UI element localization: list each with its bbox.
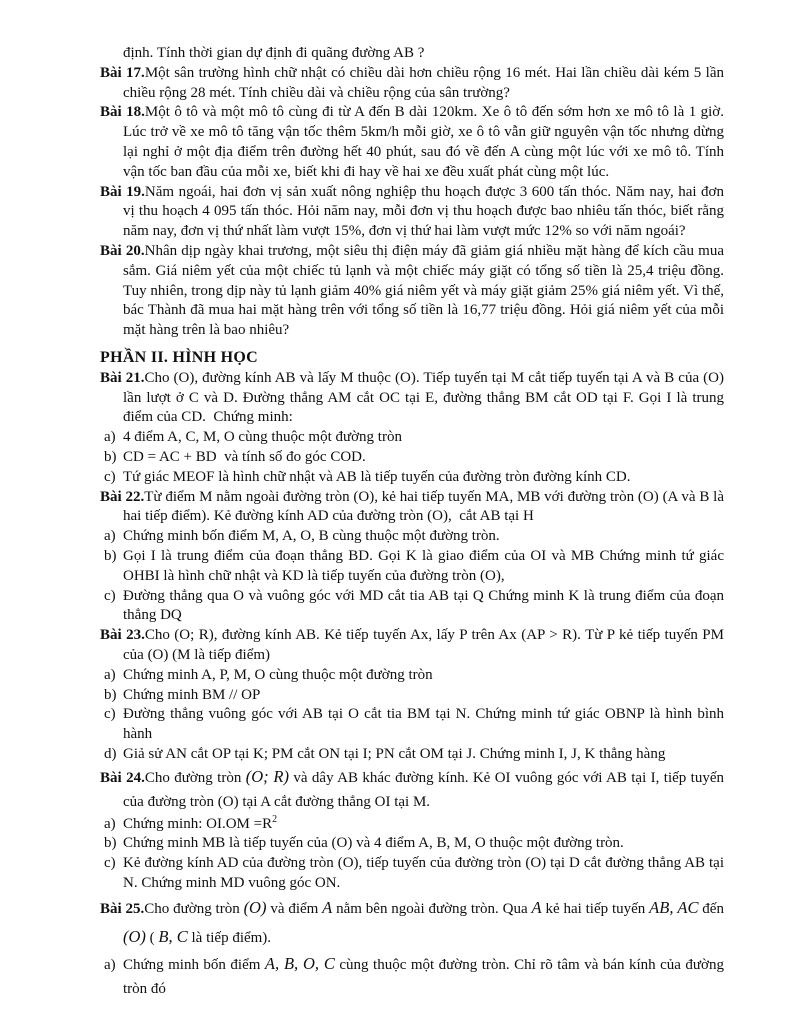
problem-24-item-c: [104, 854, 724, 894]
item-marker: a): [104, 528, 116, 545]
item-marker: a): [104, 815, 116, 832]
problem-20: Bài 20.Nhân dịp ngày khai trương, một siêu thị điện máy đã giảm giá nhiều mặt hàng để kích cầu mua sắm. Giá niêm yết của một chiếc tủ lạnh và một chiếc máy giặt có tổng số tiền là 25,4 triệu đồng. Tuy nhiên, trong dịp này tủ lạnh giảm 40% giá niêm yết và máy giặt giảm 25% giá niêm yết. Vì thế, bác Thành đã mua hai mặt hàng trên với tổng số tiền là 16,77 triệu đồng. Hỏi giá niêm yết của mỗi mặt hàng trên là bao nhiêu?: [100, 242, 724, 339]
section-heading-part2: PHẦN II. HÌNH HỌC: [100, 348, 258, 366]
item-text: Tứ giác MEOF là hình chữ nhật và AB là tiếp tuyến của đường tròn đường kính CD.: [123, 468, 631, 485]
problem-21-item-c: [104, 468, 724, 488]
problem-25: Bài 25.Cho đường tròn (O) và điểm A nằm bên ngoài đường tròn. Qua A kẻ hai tiếp tuyến AB, AC đến (O) ( B, C là tiếp điểm).: [100, 897, 724, 946]
item-marker: a): [104, 666, 116, 683]
item-text: Kẻ đường kính AD của đường tròn (O), tiếp tuyến của đường tròn (O) tại D cắt đường thẳng AB tại N. Chứng minh MD vuông góc ON.: [123, 855, 724, 892]
problem-25-item-a: [104, 952, 724, 1002]
worksheet-content: [100, 44, 724, 1002]
problem-22-item-b: [104, 547, 724, 587]
item-text: Chứng minh bốn điểm M, A, O, B cùng thuộc một đường tròn.: [123, 528, 500, 545]
item-marker: b): [104, 686, 117, 703]
problem-21-item-b: [104, 448, 724, 468]
problem-19: Bài 19.Năm ngoái, hai đơn vị sản xuất nông nghiệp thu hoạch được 3 600 tấn thóc. Năm nay, hai đơn vị thu hoạch 4 095 tấn thóc. Hỏi năm nay, mỗi đơn vị thu hoạch được bao nhiêu tấn thóc, biết rằng năm nay, đơn vị thứ nhất làm vượt 15%, đơn vị thứ hai làm vượt mức 12% so với năm ngoái?: [100, 183, 724, 240]
problem-21-item-a: [104, 428, 724, 448]
item-text: Đường thẳng qua O và vuông góc với MD cắt tia AB tại Q Chứng minh K là trung điểm của đoạn thẳng DQ: [123, 587, 724, 624]
item-marker: b): [104, 448, 117, 465]
problem-17: Bài 17.Một sân trường hình chữ nhật có chiều dài hơn chiều rộng 16 mét. Hai lần chiều dài kém 5 lần chiều rộng 28 mét. Tính chiều dài và chiều rộng của sân trường?: [100, 64, 724, 101]
item-text: CD = AC + BD và tính số đo góc COD.: [123, 448, 366, 465]
problem-23: Bài 23.Cho (O; R), đường kính AB. Kẻ tiếp tuyến Ax, lấy P trên Ax (AP > R). Từ P kẻ tiếp tuyến PM của (O) (M là tiếp điểm): [100, 627, 724, 663]
item-text: Giả sử AN cắt OP tại K; PM cắt ON tại I; PN cắt OM tại J. Chứng minh I, J, K thẳng hàng: [123, 745, 666, 762]
item-marker: a): [104, 956, 116, 973]
problem-23-item-a: [104, 666, 724, 686]
item-marker: c): [104, 587, 116, 604]
item-text: Chứng minh BM // OP: [123, 686, 261, 703]
item-marker: c): [104, 468, 116, 485]
item-marker: b): [104, 835, 117, 852]
item-marker: d): [104, 745, 117, 762]
item-text: Chứng minh bốn điểm A, B, O, C cùng thuộc một đường tròn. Chỉ rõ tâm và bán kính của đường tròn đó: [123, 953, 724, 998]
problem-22-item-a: [104, 527, 724, 547]
problem-22-item-c: [104, 587, 724, 627]
item-marker: c): [104, 706, 116, 723]
item-marker: b): [104, 547, 117, 564]
problem-23-item-c: [104, 705, 724, 745]
problem-23-item-d: [104, 745, 724, 765]
problem-22: Bài 22.Từ điểm M nằm ngoài đường tròn (O), kẻ hai tiếp tuyến MA, MB với đường tròn (O) (A và B là hai tiếp điểm). Kẻ đường kính AD của đường tròn (O), cắt AB tại H: [100, 488, 724, 525]
item-text: Đường thẳng vuông góc với AB tại O cắt tia BM tại N. Chứng minh tứ giác OBNP là hình bình hành: [123, 706, 724, 743]
problem-24: Bài 24.Cho đường tròn (O; R) và dây AB khác đường kính. Kẻ OI vuông góc với AB tại I, tiếp tuyến của đường tròn (O) tại A cắt đường thẳng OI tại M.: [100, 766, 724, 811]
item-marker: c): [104, 855, 116, 872]
problem-21: Bài 21.Cho (O), đường kính AB và lấy M thuộc (O). Tiếp tuyến tại M cắt tiếp tuyến tại A và B của (O) lần lượt ở C và D. Đường thẳng AM cắt OC tại E, đường thẳng BM cắt OD tại F. Gọi I là trung điểm của CD. Chứng minh:: [100, 369, 724, 426]
problem-24-item-b: [104, 834, 724, 854]
item-text: 4 điểm A, C, M, O cùng thuộc một đường tròn: [123, 429, 402, 446]
item-text: Chứng minh: $OI.OM =R^2$: [123, 813, 278, 832]
item-text: Chứng minh A, P, M, O cùng thuộc một đường tròn: [123, 666, 433, 683]
problem-24-item-a: [104, 815, 724, 835]
item-marker: a): [104, 429, 116, 446]
problem-18: Bài 18.Một ô tô và một mô tô cùng đi từ A đến B dài 120km. Xe ô tô đến sớm hơn xe mô tô là 1 giờ. Lúc trở về xe mô tô tăng vận tốc thêm 5km/h mỗi giờ, xe ô tô vẫn giữ nguyên vận tốc nhưng dừng lại nghỉ ở một địa điểm trên đường hết 40 phút, sau đó về đến A cùng một lúc với xe mô tô. Tính vận tốc ban đầu của mỗi xe, biết khi đi hay về hai xe đều xuất phát cùng một lúc.: [100, 104, 724, 180]
item-text: Gọi I là trung điểm của đoạn thẳng BD. Gọi K là giao điểm của OI và MB Chứng minh tứ giác OHBI là hình chữ nhật và KD là tiếp tuyến của đường tròn (O),: [123, 547, 724, 584]
intro-continuation-line: định. Tính thời gian dự định đi quãng đường AB ?: [123, 45, 425, 61]
problem-23-item-b: [104, 686, 724, 706]
item-text: Chứng minh MB là tiếp tuyến của (O) và 4 điểm A, B, M, O thuộc một đường tròn.: [123, 835, 624, 852]
